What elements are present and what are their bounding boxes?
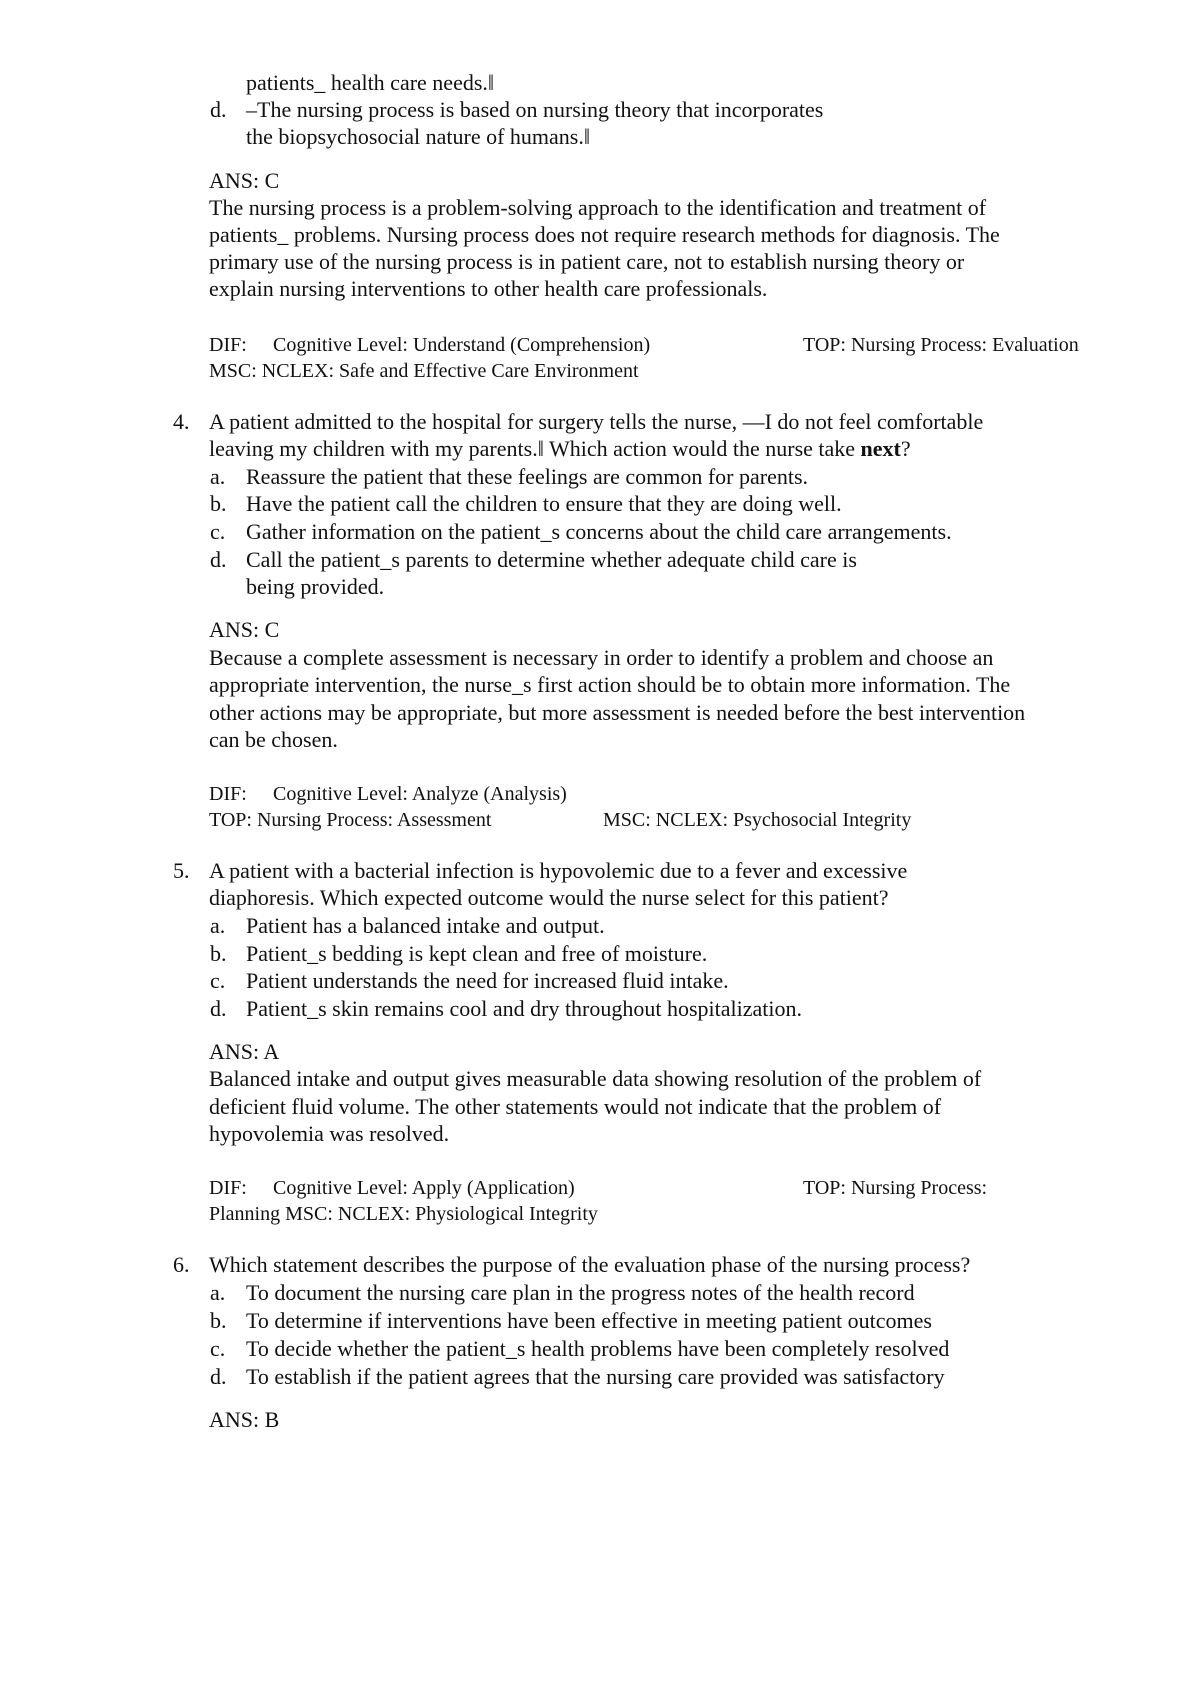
question-stem-continued: diaphoresis. Which expected outcome would the nurse select for this patient?: [209, 885, 889, 910]
topic: TOP: Nursing Process:: [803, 1177, 988, 1199]
dif-label: DIF:: [209, 334, 247, 356]
option-text: Patient understands the need for increased fluid intake.: [246, 968, 729, 993]
answer-label: ANS: C: [209, 168, 280, 193]
question-stem-continued: leaving my children with my parents.‖ Which action would the nurse take next?: [209, 436, 911, 461]
option-text: To document the nursing care plan in the progress notes of the health record: [246, 1280, 915, 1305]
question-stem: A patient admitted to the hospital for surgery tells the nurse, —I do not feel comfortable: [209, 409, 984, 434]
topic-msc-line: Planning MSC: NCLEX: Physiological Integrity: [209, 1203, 598, 1225]
rationale-line: explain nursing interventions to other health care professionals.: [209, 276, 768, 301]
answer-label: ANS: A: [209, 1039, 280, 1064]
option-letter: a.: [210, 1280, 226, 1305]
option-text-continued: being provided.: [246, 574, 385, 599]
topic: TOP: Nursing Process: Evaluation: [803, 334, 1079, 356]
msc: MSC: NCLEX: Safe and Effective Care Environment: [209, 360, 639, 382]
option-letter: d.: [210, 97, 227, 122]
option-text: To establish if the patient agrees that the nursing care provided was satisfactory: [246, 1364, 945, 1389]
answer-label: ANS: B: [209, 1407, 280, 1432]
dif-value: Cognitive Level: Understand (Comprehension): [273, 334, 651, 356]
option-letter: c.: [210, 1336, 226, 1361]
rationale-line: other actions may be appropriate, but more assessment is needed before the best intervention: [209, 700, 1026, 725]
option-letter: d.: [210, 547, 227, 572]
question-stem: A patient with a bacterial infection is hypovolemic due to a fever and excessive: [209, 858, 908, 883]
question-stem: Which statement describes the purpose of the evaluation phase of the nursing process?: [209, 1252, 971, 1277]
dif-value: Cognitive Level: Apply (Application): [273, 1177, 575, 1199]
rationale-line: primary use of the nursing process is in patient care, not to establish nursing theory or: [209, 249, 965, 274]
option-letter: a.: [210, 913, 226, 938]
dif-label: DIF:: [209, 1177, 247, 1199]
topic: TOP: Nursing Process: Assessment: [209, 809, 492, 831]
rationale-line: patients_ problems. Nursing process does not require research methods for diagnosis. The: [209, 222, 1000, 247]
option-letter: b.: [210, 491, 227, 516]
question-number: 4.: [173, 409, 190, 434]
option-text: To determine if interventions have been effective in meeting patient outcomes: [246, 1308, 932, 1333]
dif-value: Cognitive Level: Analyze (Analysis): [273, 783, 567, 805]
rationale-line: can be chosen.: [209, 727, 338, 752]
option-text: Patient_s bedding is kept clean and free of moisture.: [246, 941, 708, 966]
option-text: Call the patient_s parents to determine whether adequate child care is: [246, 547, 857, 572]
question-number: 5.: [173, 858, 190, 883]
rationale-line: deficient fluid volume. The other statements would not indicate that the problem of: [209, 1094, 942, 1119]
emphasis-next: next: [860, 436, 901, 461]
msc: MSC: NCLEX: Psychosocial Integrity: [603, 809, 912, 831]
option-letter: d.: [210, 996, 227, 1021]
option-text: To decide whether the patient_s health problems have been completely resolved: [246, 1336, 950, 1361]
option-letter: c.: [210, 968, 226, 993]
option-d-text-continued: the biopsychosocial nature of humans.‖: [246, 124, 591, 149]
rationale-line: The nursing process is a problem-solving approach to the identification and treatment of: [209, 195, 987, 220]
option-letter: b.: [210, 941, 227, 966]
option-text: Have the patient call the children to ensure that they are doing well.: [246, 491, 842, 516]
dif-label: DIF:: [209, 783, 247, 805]
option-text: Reassure the patient that these feelings are common for parents.: [246, 464, 809, 489]
rationale-line: Because a complete assessment is necessary in order to identify a problem and choose an: [209, 645, 994, 670]
option-text: Gather information on the patient_s concerns about the child care arrangements.: [246, 519, 952, 544]
rationale-line: appropriate intervention, the nurse_s first action should be to obtain more information. The: [209, 672, 1011, 697]
option-text: Patient has a balanced intake and output.: [246, 913, 605, 938]
option-c-continued: patients_ health care needs.‖: [246, 70, 495, 95]
answer-label: ANS: C: [209, 617, 280, 642]
option-text: Patient_s skin remains cool and dry throughout hospitalization.: [246, 996, 803, 1021]
rationale-line: hypovolemia was resolved.: [209, 1121, 450, 1146]
option-letter: c.: [210, 519, 226, 544]
option-letter: a.: [210, 464, 226, 489]
option-d-text: –The nursing process is based on nursing theory that incorporates: [246, 97, 824, 122]
question-number: 6.: [173, 1252, 190, 1277]
option-letter: b.: [210, 1308, 227, 1333]
option-letter: d.: [210, 1364, 227, 1389]
rationale-line: Balanced intake and output gives measurable data showing resolution of the problem of: [209, 1066, 982, 1091]
